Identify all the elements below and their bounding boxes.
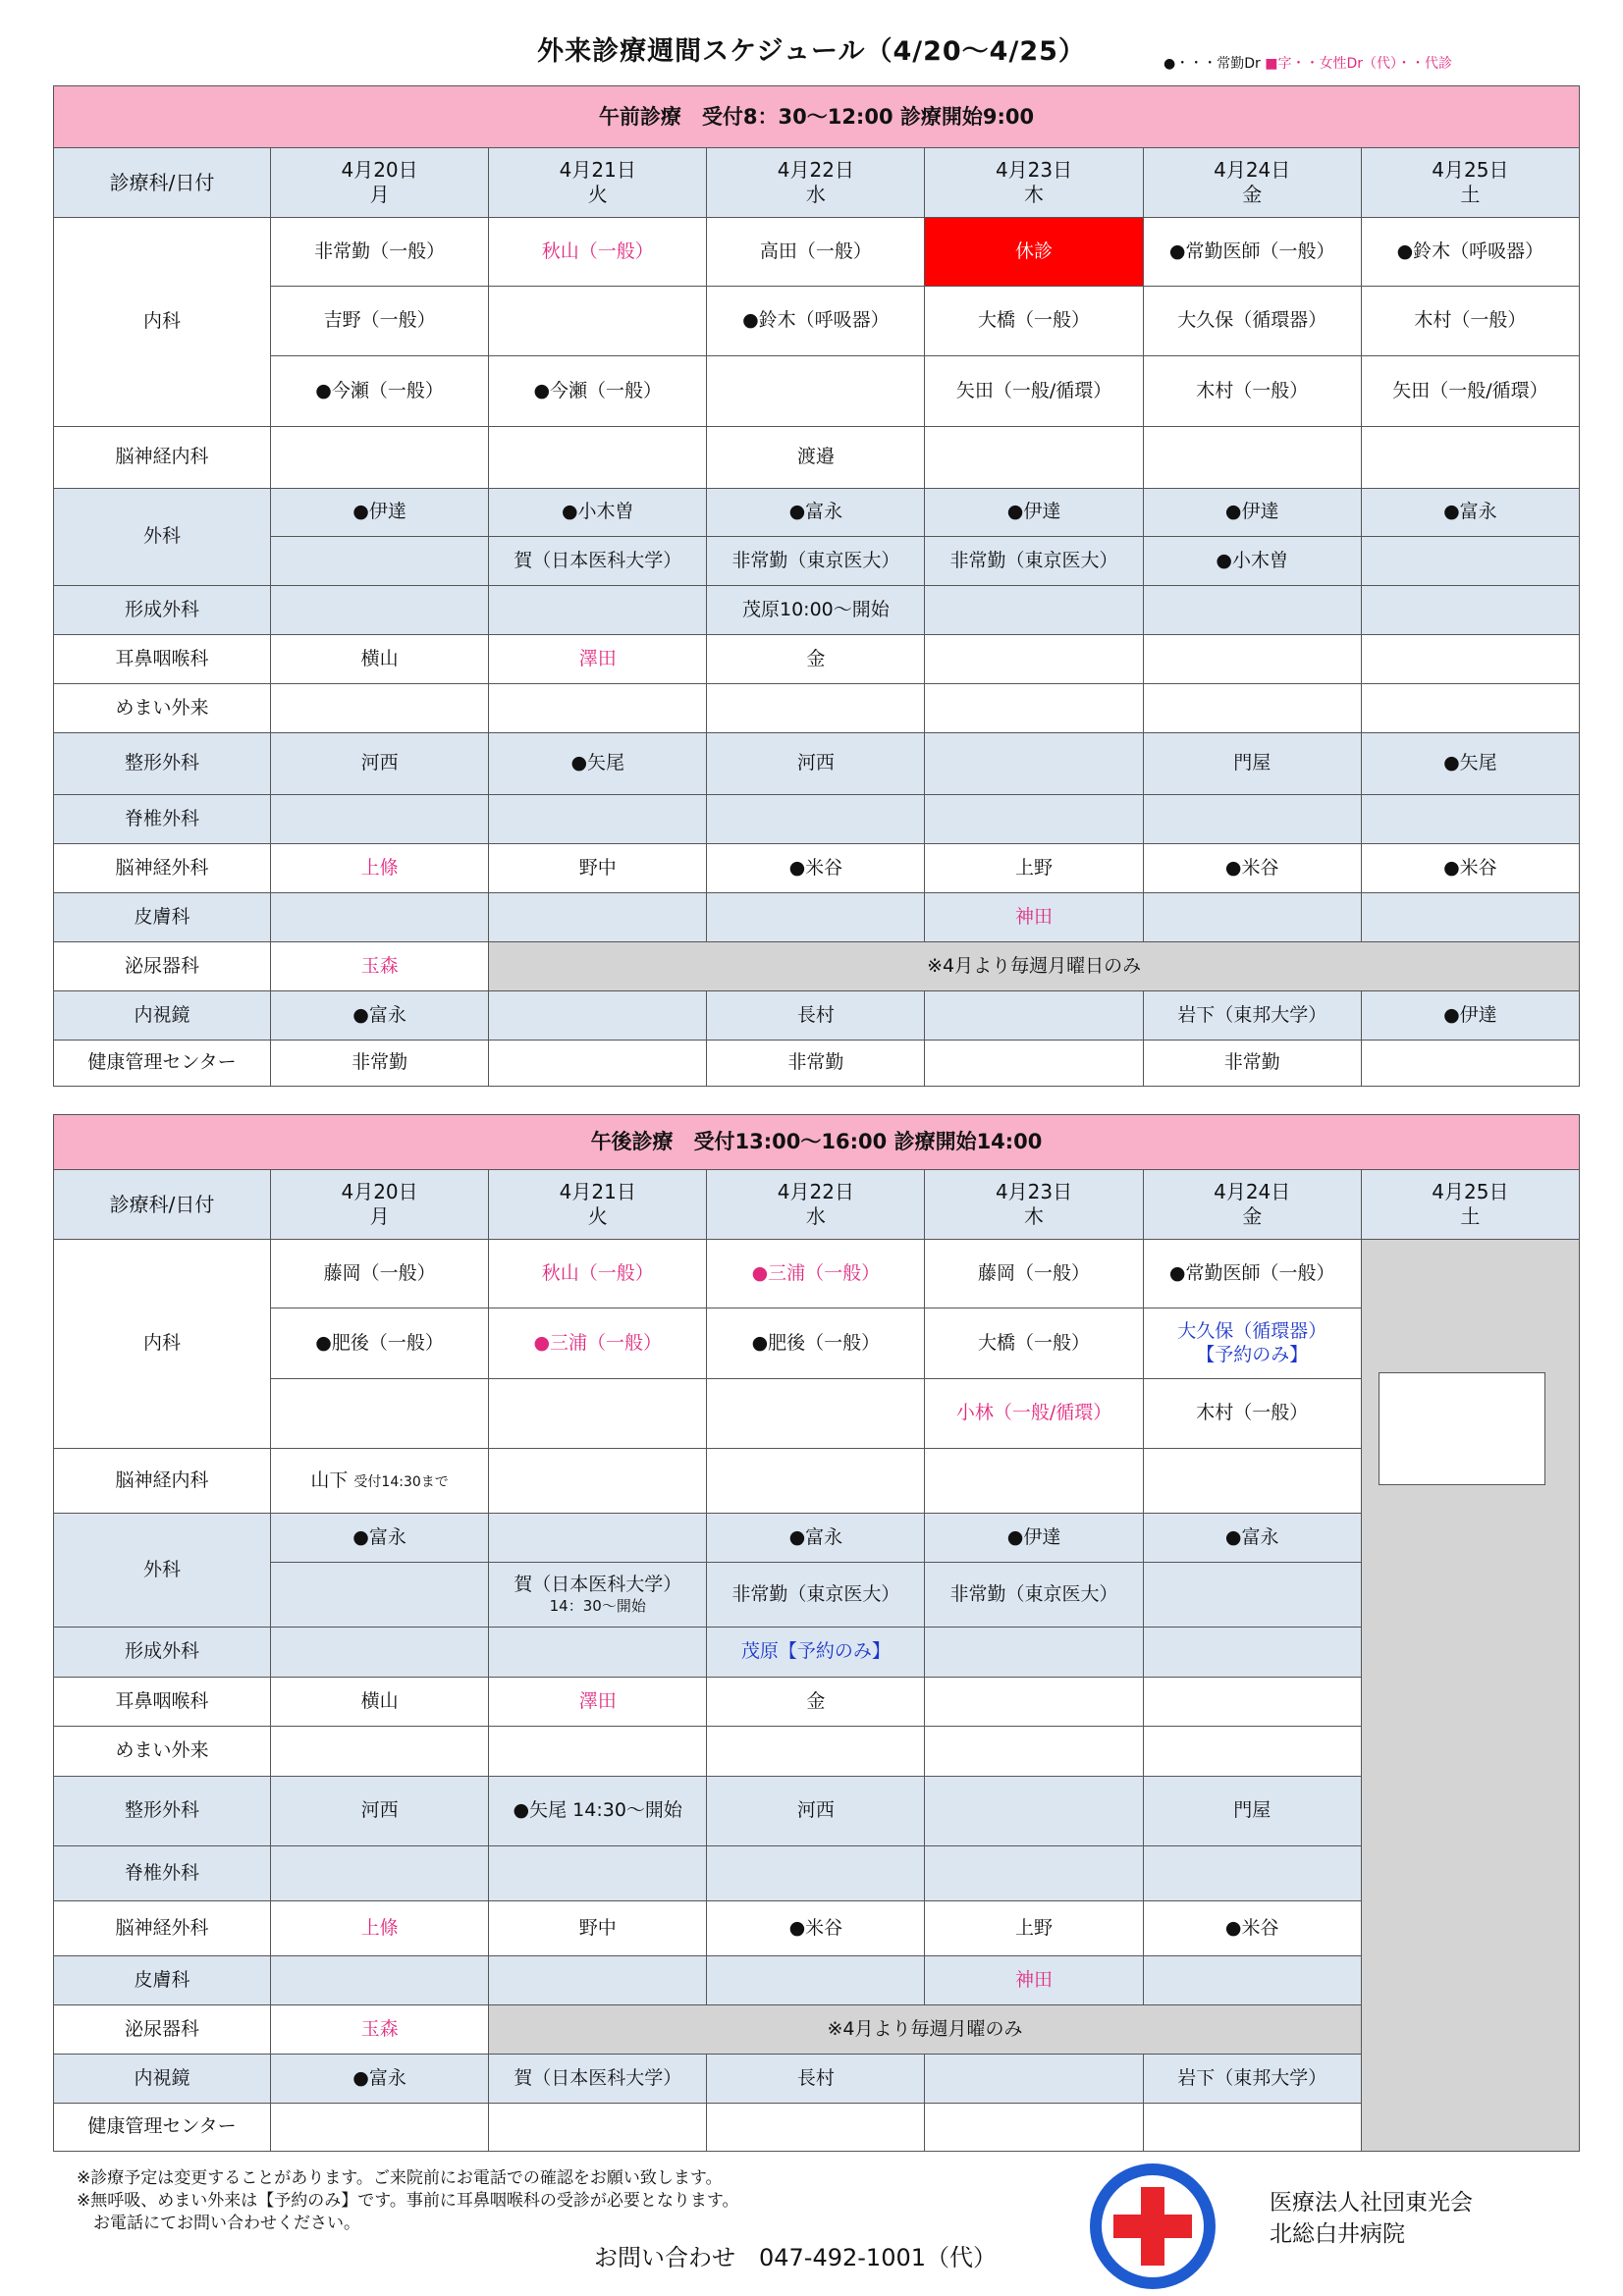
am-geka-r1-0: ●伊達	[271, 489, 489, 537]
am-day-2: 4月22日 水	[707, 148, 925, 218]
am-naishikyo-4: 岩下（東邦大学）	[1143, 991, 1361, 1041]
am-nsn-1	[489, 427, 707, 489]
pm-nougeka-3: 上野	[925, 1901, 1143, 1956]
pm-hinyo-mon: 玉森	[271, 2005, 489, 2055]
am-seikei-4: 門屋	[1143, 733, 1361, 795]
am-day-3: 4月23日 木	[925, 148, 1143, 218]
pm-nsn-0: 山下 受付14:30まで	[271, 1449, 489, 1514]
pm-naika-r2-3: 大橋（一般）	[925, 1308, 1143, 1379]
legend-female: ■字・・女性Dr	[1265, 56, 1363, 72]
pm-day-5: 4月25日 土	[1361, 1170, 1579, 1240]
am-geka-r2-0	[271, 537, 489, 586]
pm-dept-keisei: 形成外科	[54, 1628, 271, 1678]
am-nougeka-4: ●米谷	[1143, 844, 1361, 893]
hospital-logo-icon	[1084, 2158, 1221, 2295]
pm-dept-hinyo: 泌尿器科	[54, 2005, 271, 2055]
pm-naika-r1-3: 藤岡（一般）	[925, 1240, 1143, 1308]
am-dept-keisei: 形成外科	[54, 586, 271, 635]
pm-naishikyo-3	[925, 2055, 1143, 2104]
am-naika-r3-0: ●今瀬（一般）	[271, 356, 489, 427]
am-naika-r2-0: 吉野（一般）	[271, 287, 489, 356]
am-dept-kenko: 健康管理センター	[54, 1041, 271, 1087]
am-keisei-3	[925, 586, 1143, 635]
am-sekitsui-0	[271, 795, 489, 844]
pm-geka-r2-1: 賀（日本医科大学） 14：30〜開始	[489, 1563, 707, 1628]
footer-notes	[77, 2167, 739, 2235]
am-dept-naishikyo: 内視鏡	[54, 991, 271, 1041]
am-naishikyo-1	[489, 991, 707, 1041]
pm-naika-r3-4: 木村（一般）	[1143, 1379, 1361, 1449]
am-dept-seikei: 整形外科	[54, 733, 271, 795]
am-header: 午前診療 受付8：30〜12:00 診療開始9:00	[54, 86, 1580, 148]
am-jibi-4	[1143, 635, 1361, 684]
pm-dept-hifu: 皮膚科	[54, 1956, 271, 2005]
am-seikei-5: ●矢尾	[1361, 733, 1579, 795]
pm-keisei-2: 茂原【予約のみ】	[707, 1628, 925, 1678]
am-dept-hifu: 皮膚科	[54, 893, 271, 942]
am-nougeka-2: ●米谷	[707, 844, 925, 893]
am-kenko-4: 非常勤	[1143, 1041, 1361, 1087]
pm-memai-0	[271, 1727, 489, 1777]
pm-day-0: 4月20日 月	[271, 1170, 489, 1240]
am-naika-r2-3: 大橋（一般）	[925, 287, 1143, 356]
am-hifu-5	[1361, 893, 1579, 942]
am-naika-r1-3: 休診	[925, 218, 1143, 287]
pm-jibi-4	[1143, 1678, 1361, 1727]
pm-header: 午後診療 受付13:00〜16:00 診療開始14:00	[54, 1115, 1580, 1170]
am-kenko-5	[1361, 1041, 1579, 1087]
am-naishikyo-5: ●伊達	[1361, 991, 1579, 1041]
am-hinyo-note: ※4月より毎週月曜日のみ	[489, 942, 1580, 991]
am-jibi-1: 澤田	[489, 635, 707, 684]
pm-kenko-2	[707, 2104, 925, 2152]
am-naishikyo-3	[925, 991, 1143, 1041]
organization-name: 医療法人社団東光会 北総白井病院	[1270, 2190, 1473, 2248]
am-nougeka-3: 上野	[925, 844, 1143, 893]
pm-memai-3	[925, 1727, 1143, 1777]
am-nsn-2: 渡邉	[707, 427, 925, 489]
am-kenko-2: 非常勤	[707, 1041, 925, 1087]
pm-geka-r2-0	[271, 1563, 489, 1628]
am-dept-memai: めまい外来	[54, 684, 271, 733]
pm-kenko-1	[489, 2104, 707, 2152]
am-naika-r3-5: 矢田（一般/循環）	[1361, 356, 1579, 427]
pm-seikei-2: 河西	[707, 1777, 925, 1846]
am-memai-4	[1143, 684, 1361, 733]
am-dept-naika: 内科	[54, 218, 271, 427]
pm-dept-naishikyo: 内視鏡	[54, 2055, 271, 2104]
am-hifu-3: 神田	[925, 893, 1143, 942]
am-nougeka-5: ●米谷	[1361, 844, 1579, 893]
pm-dept-kenko: 健康管理センター	[54, 2104, 271, 2152]
legend	[1163, 53, 1452, 73]
pm-day-4: 4月24日 金	[1143, 1170, 1361, 1240]
pm-day-2: 4月22日 水	[707, 1170, 925, 1240]
am-nsn-4	[1143, 427, 1361, 489]
am-dept-hinyo: 泌尿器科	[54, 942, 271, 991]
am-hifu-0	[271, 893, 489, 942]
am-geka-r2-1: 賀（日本医科大学）	[489, 537, 707, 586]
am-day-0: 4月20日 月	[271, 148, 489, 218]
am-hifu-2	[707, 893, 925, 942]
am-memai-3	[925, 684, 1143, 733]
pm-naika-r2-1: ●三浦（一般）	[489, 1308, 707, 1379]
am-memai-1	[489, 684, 707, 733]
am-keisei-4	[1143, 586, 1361, 635]
am-naika-r1-5: ●鈴木（呼吸器）	[1361, 218, 1579, 287]
pm-day-3: 4月23日 木	[925, 1170, 1143, 1240]
pm-keisei-0	[271, 1628, 489, 1678]
pm-day-1: 4月21日 火	[489, 1170, 707, 1240]
contact-phone: お問い合わせ 047-492-1001（代）	[594, 2244, 998, 2271]
saturday-pm-note	[1379, 1372, 1545, 1485]
am-nsn-0	[271, 427, 489, 489]
am-kenko-3	[925, 1041, 1143, 1087]
pm-dept-jibi: 耳鼻咽喉科	[54, 1678, 271, 1727]
pm-hifu-2	[707, 1956, 925, 2005]
am-naika-r3-1: ●今瀬（一般）	[489, 356, 707, 427]
am-naika-r2-5: 木村（一般）	[1361, 287, 1579, 356]
pm-naika-r1-0: 藤岡（一般）	[271, 1240, 489, 1308]
am-seikei-2: 河西	[707, 733, 925, 795]
am-naika-r1-4: ●常勤医師（一般）	[1143, 218, 1361, 287]
pm-dept-naika: 内科	[54, 1240, 271, 1449]
pm-naika-r1-2: ●三浦（一般）	[707, 1240, 925, 1308]
pm-naika-r3-2	[707, 1379, 925, 1449]
am-schedule-table	[53, 85, 1580, 1087]
am-naika-r2-2: ●鈴木（呼吸器）	[707, 287, 925, 356]
pm-geka-r2-3: 非常勤（東京医大）	[925, 1563, 1143, 1628]
pm-seikei-3	[925, 1777, 1143, 1846]
am-naishikyo-0: ●富永	[271, 991, 489, 1041]
page-title: 外来診療週間スケジュール（4/20〜4/25）	[537, 36, 1086, 67]
pm-dept-noushinkeinaika: 脳神経内科	[54, 1449, 271, 1514]
am-geka-r2-5	[1361, 537, 1579, 586]
am-kenko-0: 非常勤	[271, 1041, 489, 1087]
pm-kenko-0	[271, 2104, 489, 2152]
pm-geka-r2-2: 非常勤（東京医大）	[707, 1563, 925, 1628]
pm-seikei-1: ●矢尾 14:30〜開始	[489, 1777, 707, 1846]
am-keisei-0	[271, 586, 489, 635]
am-naika-r2-1	[489, 287, 707, 356]
pm-nougeka-0: 上條	[271, 1901, 489, 1956]
am-dept-jibi: 耳鼻咽喉科	[54, 635, 271, 684]
am-seikei-0: 河西	[271, 733, 489, 795]
note-line: ※無呼吸、めまい外来は【予約のみ】です。事前に耳鼻咽喉科の受診が必要となります。	[77, 2190, 739, 2211]
pm-nougeka-2: ●米谷	[707, 1901, 925, 1956]
am-dept-nougeka: 脳神経外科	[54, 844, 271, 893]
pm-jibi-3	[925, 1678, 1143, 1727]
pm-memai-4	[1143, 1727, 1361, 1777]
am-memai-5	[1361, 684, 1579, 733]
am-keisei-2: 茂原10:00〜開始	[707, 586, 925, 635]
am-hifu-1	[489, 893, 707, 942]
am-geka-r1-1: ●小木曽	[489, 489, 707, 537]
am-sekitsui-4	[1143, 795, 1361, 844]
pm-naika-r2-0: ●肥後（一般）	[271, 1308, 489, 1379]
am-dept-noushinkeinaika: 脳神経内科	[54, 427, 271, 489]
am-geka-r2-4: ●小木曽	[1143, 537, 1361, 586]
pm-jibi-1: 澤田	[489, 1678, 707, 1727]
am-sekitsui-5	[1361, 795, 1579, 844]
pm-nsn-4	[1143, 1449, 1361, 1514]
note-line: ※診療予定は変更することがあります。ご来院前にお電話での確認をお願い致します。	[77, 2168, 723, 2188]
am-naika-r3-2	[707, 356, 925, 427]
am-sekitsui-2	[707, 795, 925, 844]
pm-sekitsui-4	[1143, 1846, 1361, 1901]
pm-nsn-1	[489, 1449, 707, 1514]
pm-memai-2	[707, 1727, 925, 1777]
am-hinyo-mon: 玉森	[271, 942, 489, 991]
pm-dept-geka: 外科	[54, 1514, 271, 1628]
pm-kenko-3	[925, 2104, 1143, 2152]
legend-substitute: （代）・・代診	[1362, 56, 1452, 72]
am-naika-r2-4: 大久保（循環器）	[1143, 287, 1361, 356]
pm-sekitsui-0	[271, 1846, 489, 1901]
am-seikei-3	[925, 733, 1143, 795]
pm-naishikyo-2: 長村	[707, 2055, 925, 2104]
am-seikei-1: ●矢尾	[489, 733, 707, 795]
pm-col0: 診療科/日付	[54, 1170, 271, 1240]
pm-nougeka-4: ●米谷	[1143, 1901, 1361, 1956]
am-day-4: 4月24日 金	[1143, 148, 1361, 218]
am-jibi-3	[925, 635, 1143, 684]
am-dept-sekitsui: 脊椎外科	[54, 795, 271, 844]
pm-sekitsui-1	[489, 1846, 707, 1901]
pm-seikei-4: 門屋	[1143, 1777, 1361, 1846]
am-naishikyo-2: 長村	[707, 991, 925, 1041]
pm-naika-r3-0	[271, 1379, 489, 1449]
pm-dept-nougeka: 脳神経外科	[54, 1901, 271, 1956]
pm-geka-r1-3: ●伊達	[925, 1514, 1143, 1563]
pm-nsn-3	[925, 1449, 1143, 1514]
pm-hifu-4	[1143, 1956, 1361, 2005]
pm-sekitsui-3	[925, 1846, 1143, 1901]
pm-kenko-4	[1143, 2104, 1361, 2152]
pm-naishikyo-0: ●富永	[271, 2055, 489, 2104]
am-geka-r1-5: ●富永	[1361, 489, 1579, 537]
am-naika-r1-1: 秋山（一般）	[489, 218, 707, 287]
am-dept-geka: 外科	[54, 489, 271, 586]
pm-jibi-2: 金	[707, 1678, 925, 1727]
am-naika-r1-0: 非常勤（一般）	[271, 218, 489, 287]
pm-keisei-1	[489, 1628, 707, 1678]
am-col0: 診療科/日付	[54, 148, 271, 218]
am-keisei-5	[1361, 586, 1579, 635]
pm-keisei-4	[1143, 1628, 1361, 1678]
pm-naika-r2-2: ●肥後（一般）	[707, 1308, 925, 1379]
am-kenko-1	[489, 1041, 707, 1087]
pm-hinyo-note: ※4月より毎週月曜のみ	[489, 2005, 1362, 2055]
am-naika-r3-3: 矢田（一般/循環）	[925, 356, 1143, 427]
am-nsn-3	[925, 427, 1143, 489]
pm-jibi-0: 横山	[271, 1678, 489, 1727]
pm-naika-r3-3: 小林（一般/循環）	[925, 1379, 1143, 1449]
note-line: お電話にてお問い合わせください。	[77, 2213, 360, 2233]
am-nougeka-0: 上條	[271, 844, 489, 893]
am-geka-r2-3: 非常勤（東京医大）	[925, 537, 1143, 586]
am-memai-0	[271, 684, 489, 733]
pm-hifu-3: 神田	[925, 1956, 1143, 2005]
am-geka-r1-2: ●富永	[707, 489, 925, 537]
pm-geka-r1-4: ●富永	[1143, 1514, 1361, 1563]
pm-sekitsui-2	[707, 1846, 925, 1901]
pm-geka-r1-2: ●富永	[707, 1514, 925, 1563]
am-jibi-0: 横山	[271, 635, 489, 684]
pm-keisei-3	[925, 1628, 1143, 1678]
am-geka-r2-2: 非常勤（東京医大）	[707, 537, 925, 586]
pm-schedule-table	[53, 1114, 1580, 2152]
pm-dept-sekitsui: 脊椎外科	[54, 1846, 271, 1901]
pm-naika-r2-4: 大久保（循環器） 【予約のみ】	[1143, 1308, 1361, 1379]
am-nougeka-1: 野中	[489, 844, 707, 893]
pm-naika-r3-1	[489, 1379, 707, 1449]
am-day-5: 4月25日 土	[1361, 148, 1579, 218]
pm-geka-r2-4	[1143, 1563, 1361, 1628]
pm-dept-seikei: 整形外科	[54, 1777, 271, 1846]
pm-dept-memai: めまい外来	[54, 1727, 271, 1777]
am-naika-r3-4: 木村（一般）	[1143, 356, 1361, 427]
am-memai-2	[707, 684, 925, 733]
pm-naishikyo-1: 賀（日本医科大学）	[489, 2055, 707, 2104]
pm-nsn-2	[707, 1449, 925, 1514]
am-geka-r1-3: ●伊達	[925, 489, 1143, 537]
pm-naishikyo-4: 岩下（東邦大学）	[1143, 2055, 1361, 2104]
am-geka-r1-4: ●伊達	[1143, 489, 1361, 537]
am-hifu-4	[1143, 893, 1361, 942]
am-sekitsui-3	[925, 795, 1143, 844]
pm-geka-r1-1	[489, 1514, 707, 1563]
am-day-1: 4月21日 火	[489, 148, 707, 218]
am-jibi-2: 金	[707, 635, 925, 684]
pm-hifu-0	[271, 1956, 489, 2005]
am-nsn-5	[1361, 427, 1579, 489]
pm-naika-r1-1: 秋山（一般）	[489, 1240, 707, 1308]
pm-naika-r1-4: ●常勤医師（一般）	[1143, 1240, 1361, 1308]
am-sekitsui-1	[489, 795, 707, 844]
pm-seikei-0: 河西	[271, 1777, 489, 1846]
pm-nougeka-1: 野中	[489, 1901, 707, 1956]
am-jibi-5	[1361, 635, 1579, 684]
pm-geka-r1-0: ●富永	[271, 1514, 489, 1563]
pm-memai-1	[489, 1727, 707, 1777]
legend-regular: ●・・・常勤Dr	[1163, 56, 1261, 72]
am-naika-r1-2: 高田（一般）	[707, 218, 925, 287]
am-keisei-1	[489, 586, 707, 635]
pm-hifu-1	[489, 1956, 707, 2005]
